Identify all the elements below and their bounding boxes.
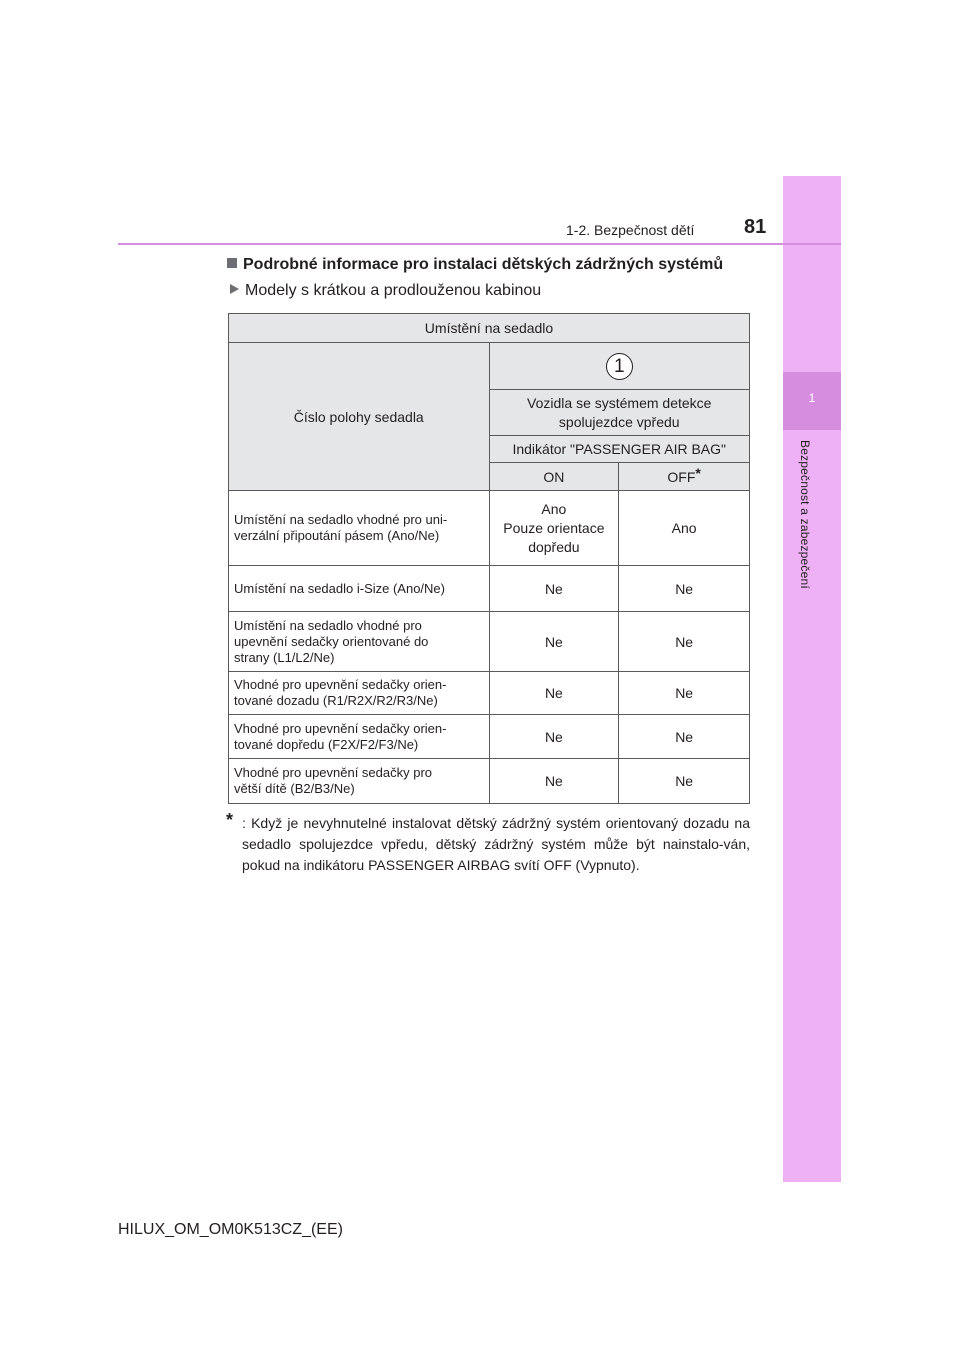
chapter-side-tab [783,176,841,1182]
row-label: Vhodné pro upevnění sedačky orien- tované dopředu (F2X/F2/F3/Ne) [229,715,490,759]
chapter-title: Bezpečnost a zabezpečení [798,440,812,589]
footnote-text: : Když je nevyhnutelné instalovat dětský zádržný systém orientovaný dozadu na sedadlo spolujezdce vpředu, dětský zádržný systém může být nainstalo-ván, pokud na indikátoru PASSENGER AIRBAG svítí OFF (Vypnuto). [242,815,750,873]
cell-off: Ano [619,491,750,566]
cell-on: Ne [489,759,619,804]
col-off-header [619,463,750,491]
table-row [229,759,750,804]
row-label: Umístění na sedadlo vhodné pro upevnění sedačky orientované do strany (L1/L2/Ne) [229,612,490,672]
table-title: Umístění na sedadlo [229,314,750,343]
col-off-label: OFF [667,468,696,485]
square-bullet-icon [227,258,237,268]
section-header: 1-2. Bezpečnost dětí [566,222,695,238]
header-rule [118,243,841,245]
seat-number-cell [489,343,750,390]
cell-off: Ne [619,612,750,672]
row-label: Vhodné pro upevnění sedačky orien- tované dozadu (R1/R2X/R2/R3/Ne) [229,672,490,715]
row-header-seat-number: Číslo polohy sedadla [229,343,490,491]
section-heading [227,256,723,274]
table-row [229,566,750,612]
vehicle-description: Vozidla se systémem detekce spolujezdce vpředu [489,390,750,436]
section-heading-text: Podrobné informace pro instalaci dětských zádržných systémů [243,256,724,273]
cell-off: Ne [619,566,750,612]
row-label: Umístění na sedadlo i-Size (Ano/Ne) [229,566,490,612]
cell-on: Ne [489,566,619,612]
footnote-star: * [226,810,234,830]
page-number: 81 [744,216,767,238]
cell-off: Ne [619,672,750,715]
subheading [227,282,541,300]
triangle-bullet-icon [230,284,239,294]
footnote [226,810,750,876]
cell-off: Ne [619,715,750,759]
table-row [229,491,750,566]
cell-on: Ne [489,612,619,672]
seat-number-circle-icon: 1 [606,353,633,380]
table-row [229,672,750,715]
seat-placement-table [228,313,750,804]
cell-on: Ano Pouze orientace dopředu [489,491,619,566]
row-label-text: Umístění na sedadlo vhodné pro uni- verzální připoutání pásem (Ano/Ne) [234,512,448,543]
row-label [229,491,490,566]
airbag-indicator-header: Indikátor "PASSENGER AIR BAG" [489,436,750,463]
row-label: Vhodné pro upevnění sedačky pro větší dítě (B2/B3/Ne) [229,759,490,804]
cell-on: Ne [489,715,619,759]
document-code: HILUX_OM_OM0K513CZ_(EE) [118,1221,343,1238]
subheading-text: Modely s krátkou a prodlouženou kabinou [245,282,542,299]
cell-off: Ne [619,759,750,804]
chapter-number: 1 [808,391,816,405]
col-on-header: ON [489,463,619,491]
table-row [229,715,750,759]
table-row [229,612,750,672]
cell-on: Ne [489,672,619,715]
footnote-marker: * [695,464,701,481]
